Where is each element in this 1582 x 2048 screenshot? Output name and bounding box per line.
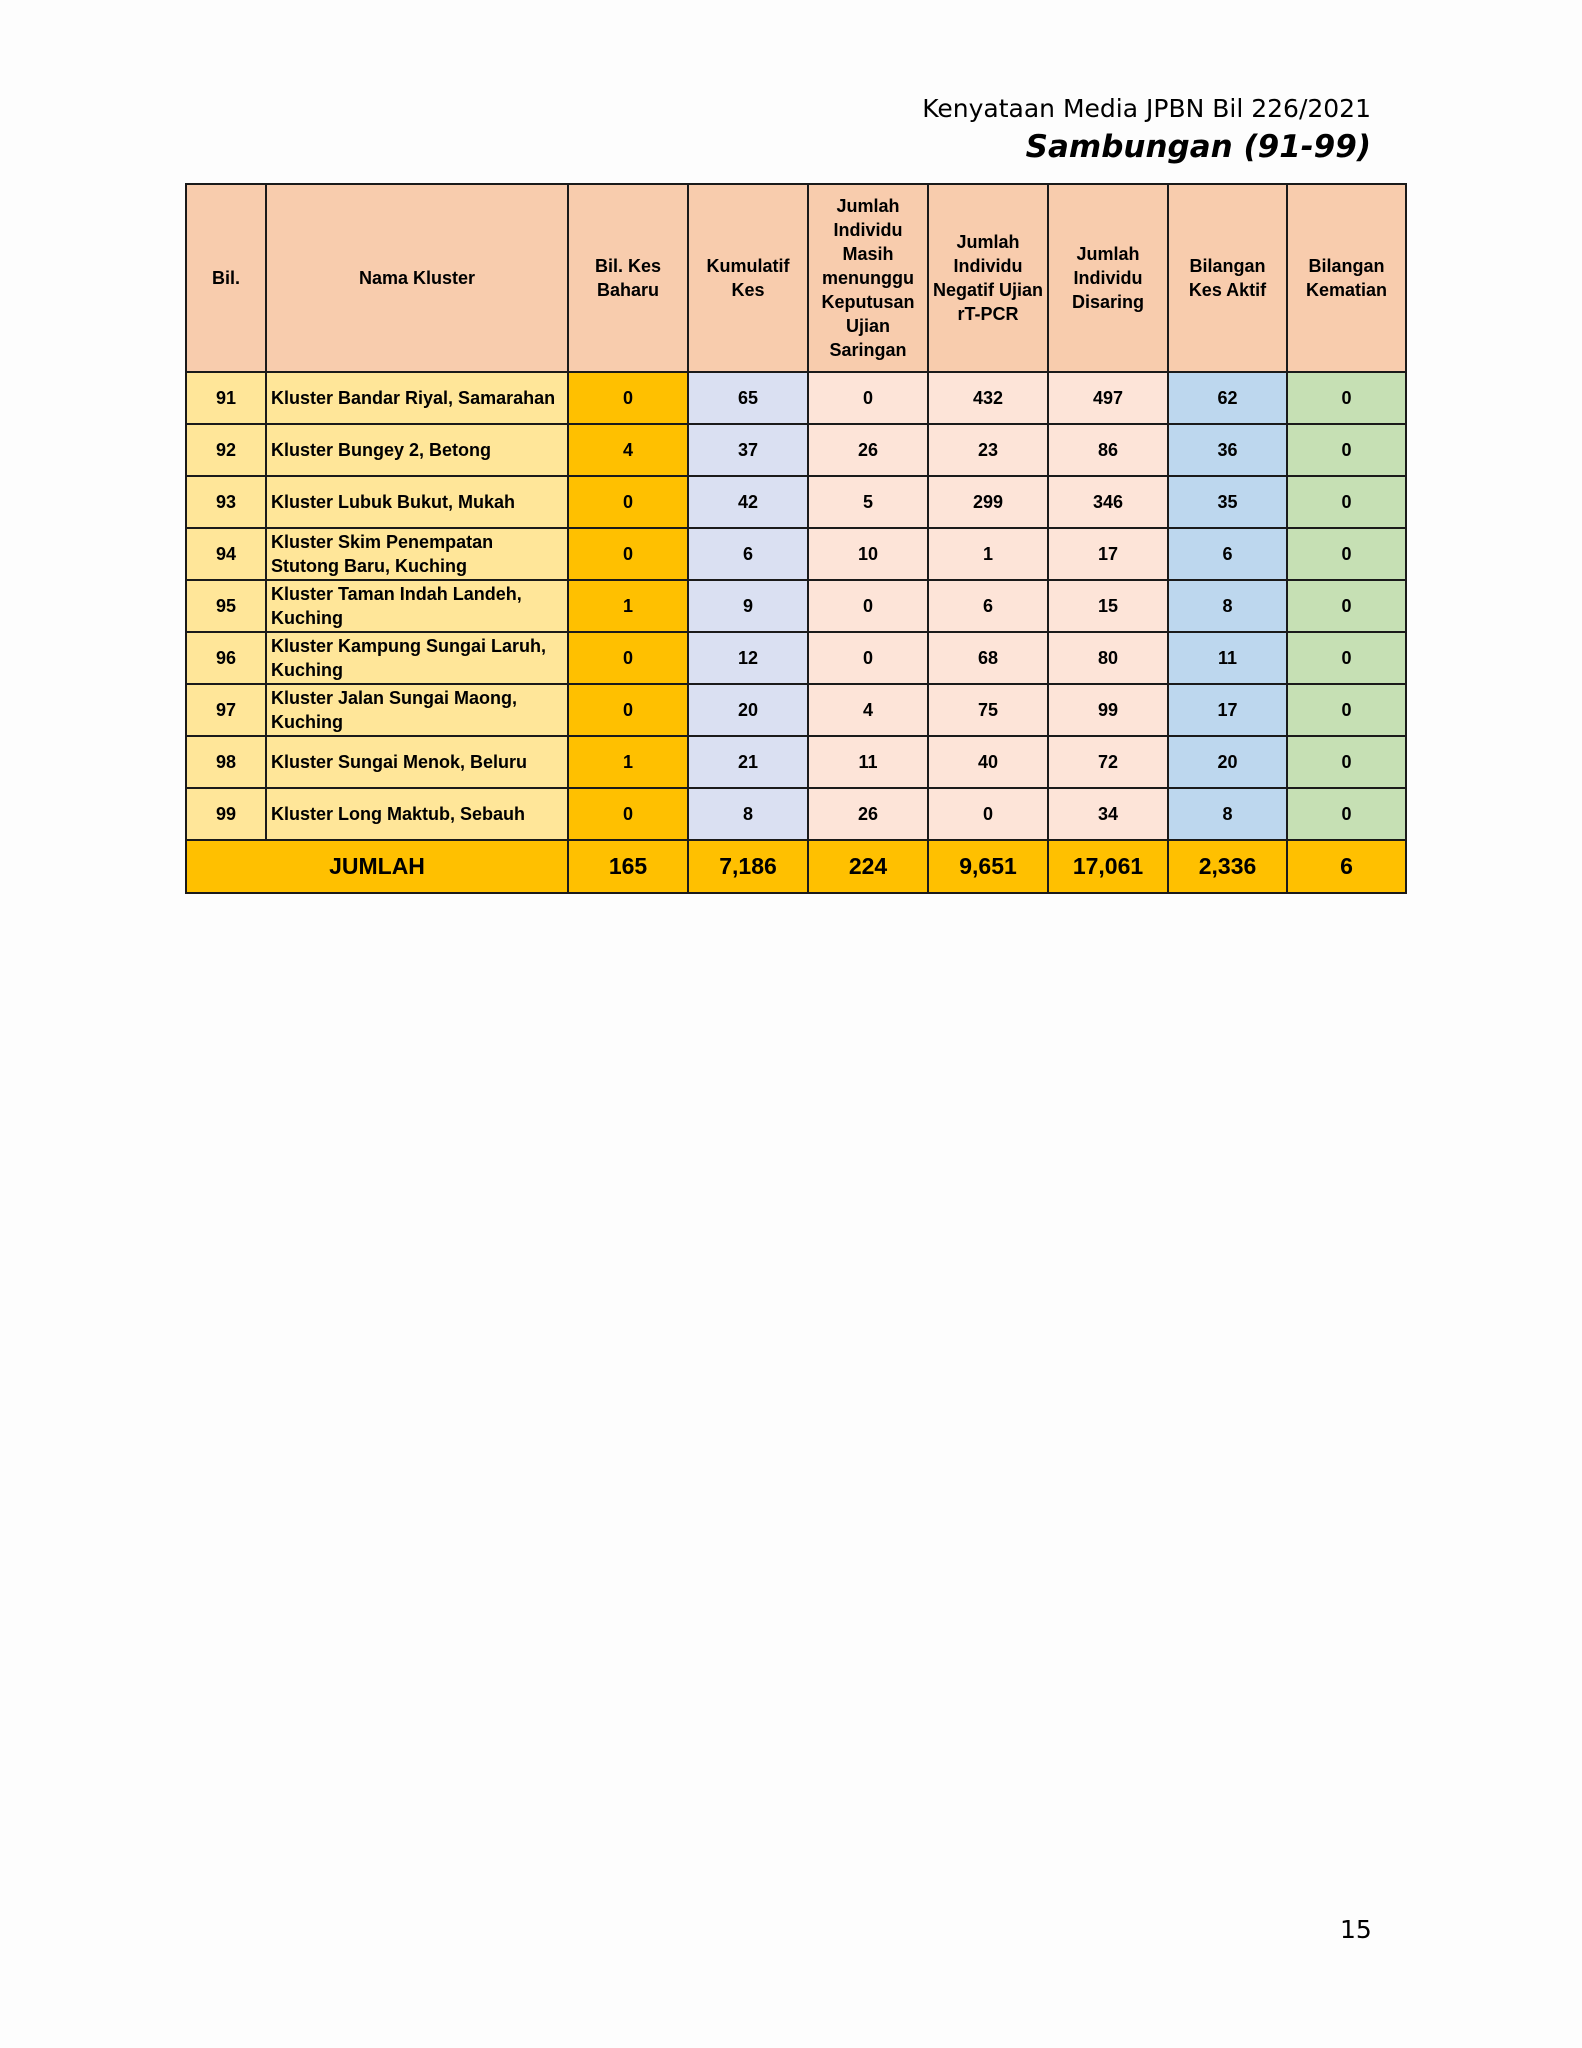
cell-kes-aktif: 6 xyxy=(1168,528,1287,580)
cell-kematian: 0 xyxy=(1287,736,1406,788)
cell-negatif-rt-pcr: 432 xyxy=(928,372,1048,424)
cell-bil: 97 xyxy=(186,684,266,736)
table-row xyxy=(186,684,1406,736)
cell-kes-aktif: 36 xyxy=(1168,424,1287,476)
cell-bil: 98 xyxy=(186,736,266,788)
table-row xyxy=(186,788,1406,840)
cell-kematian: 0 xyxy=(1287,580,1406,632)
table-row xyxy=(186,424,1406,476)
cell-kes-baharu: 0 xyxy=(568,476,688,528)
cluster-table xyxy=(185,183,1407,894)
cell-menunggu-keputusan: 11 xyxy=(808,736,928,788)
cell-menunggu-keputusan: 26 xyxy=(808,788,928,840)
cell-nama-kluster: Kluster Bandar Riyal, Samarahan xyxy=(266,372,568,424)
cell-kes-aktif: 35 xyxy=(1168,476,1287,528)
cell-kematian: 0 xyxy=(1287,372,1406,424)
cell-bil: 99 xyxy=(186,788,266,840)
cell-kes-baharu: 0 xyxy=(568,372,688,424)
cell-disaring: 346 xyxy=(1048,476,1168,528)
cell-kumulatif-kes: 9 xyxy=(688,580,808,632)
cell-nama-kluster: Kluster Kampung Sungai Laruh, Kuching xyxy=(266,632,568,684)
cell-menunggu-keputusan: 0 xyxy=(808,580,928,632)
table-row xyxy=(186,580,1406,632)
column-header-negatif-rt-pcr: Jumlah Individu Negatif Ujian rT-PCR xyxy=(928,184,1048,372)
cell-negatif-rt-pcr: 1 xyxy=(928,528,1048,580)
cell-kumulatif-kes: 65 xyxy=(688,372,808,424)
cell-menunggu-keputusan: 0 xyxy=(808,632,928,684)
cell-bil: 95 xyxy=(186,580,266,632)
cell-kumulatif-kes: 6 xyxy=(688,528,808,580)
cell-kes-aktif: 17 xyxy=(1168,684,1287,736)
column-header-kumulatif-kes: Kumulatif Kes xyxy=(688,184,808,372)
cell-kematian: 0 xyxy=(1287,684,1406,736)
table-total-row xyxy=(186,840,1406,893)
cell-menunggu-keputusan: 10 xyxy=(808,528,928,580)
cell-bil: 96 xyxy=(186,632,266,684)
cell-negatif-rt-pcr: 75 xyxy=(928,684,1048,736)
cell-kematian: 0 xyxy=(1287,476,1406,528)
document-subtitle: Sambungan (91-99) xyxy=(1025,129,1371,165)
cell-negatif-rt-pcr: 0 xyxy=(928,788,1048,840)
cell-kes-baharu: 1 xyxy=(568,580,688,632)
cell-kumulatif-kes: 37 xyxy=(688,424,808,476)
total-kes-aktif: 2,336 xyxy=(1168,840,1287,893)
cell-kes-aktif: 11 xyxy=(1168,632,1287,684)
column-header-menunggu-keputusan: Jumlah Individu Masih menunggu Keputusan Ujian Saringan xyxy=(808,184,928,372)
total-kematian: 6 xyxy=(1287,840,1406,893)
table-row xyxy=(186,528,1406,580)
cell-menunggu-keputusan: 4 xyxy=(808,684,928,736)
column-header-bil: Bil. xyxy=(186,184,266,372)
cell-kumulatif-kes: 8 xyxy=(688,788,808,840)
cell-nama-kluster: Kluster Taman Indah Landeh, Kuching xyxy=(266,580,568,632)
cell-menunggu-keputusan: 26 xyxy=(808,424,928,476)
cell-kematian: 0 xyxy=(1287,788,1406,840)
cell-kes-baharu: 4 xyxy=(568,424,688,476)
cell-disaring: 86 xyxy=(1048,424,1168,476)
table-header-row xyxy=(186,184,1406,372)
cell-bil: 94 xyxy=(186,528,266,580)
cell-kes-aktif: 20 xyxy=(1168,736,1287,788)
table-row xyxy=(186,632,1406,684)
cell-nama-kluster: Kluster Jalan Sungai Maong, Kuching xyxy=(266,684,568,736)
page-number: 15 xyxy=(1340,1915,1372,1944)
total-label: JUMLAH xyxy=(186,840,568,893)
cell-kematian: 0 xyxy=(1287,632,1406,684)
cell-bil: 91 xyxy=(186,372,266,424)
cell-kematian: 0 xyxy=(1287,424,1406,476)
cell-negatif-rt-pcr: 6 xyxy=(928,580,1048,632)
table-row xyxy=(186,372,1406,424)
cell-kumulatif-kes: 42 xyxy=(688,476,808,528)
cell-negatif-rt-pcr: 23 xyxy=(928,424,1048,476)
cell-nama-kluster: Kluster Long Maktub, Sebauh xyxy=(266,788,568,840)
cell-negatif-rt-pcr: 299 xyxy=(928,476,1048,528)
cell-disaring: 72 xyxy=(1048,736,1168,788)
cell-disaring: 80 xyxy=(1048,632,1168,684)
document-title: Kenyataan Media JPBN Bil 226/2021 xyxy=(922,94,1371,123)
column-header-kematian: Bilangan Kematian xyxy=(1287,184,1406,372)
cell-disaring: 15 xyxy=(1048,580,1168,632)
cell-nama-kluster: Kluster Bungey 2, Betong xyxy=(266,424,568,476)
column-header-disaring: Jumlah Individu Disaring xyxy=(1048,184,1168,372)
cell-menunggu-keputusan: 5 xyxy=(808,476,928,528)
cell-kes-aktif: 8 xyxy=(1168,788,1287,840)
cell-disaring: 34 xyxy=(1048,788,1168,840)
cell-disaring: 17 xyxy=(1048,528,1168,580)
column-header-kes-aktif: Bilangan Kes Aktif xyxy=(1168,184,1287,372)
cell-bil: 92 xyxy=(186,424,266,476)
total-negatif-rt-pcr: 9,651 xyxy=(928,840,1048,893)
cell-kes-aktif: 62 xyxy=(1168,372,1287,424)
cell-disaring: 99 xyxy=(1048,684,1168,736)
cell-negatif-rt-pcr: 68 xyxy=(928,632,1048,684)
cell-kematian: 0 xyxy=(1287,528,1406,580)
cell-kes-baharu: 0 xyxy=(568,684,688,736)
table-row xyxy=(186,736,1406,788)
cell-negatif-rt-pcr: 40 xyxy=(928,736,1048,788)
cell-kes-aktif: 8 xyxy=(1168,580,1287,632)
cell-bil: 93 xyxy=(186,476,266,528)
column-header-kes-baharu: Bil. Kes Baharu xyxy=(568,184,688,372)
cell-kes-baharu: 1 xyxy=(568,736,688,788)
cell-kumulatif-kes: 20 xyxy=(688,684,808,736)
cell-kes-baharu: 0 xyxy=(568,528,688,580)
cell-disaring: 497 xyxy=(1048,372,1168,424)
cell-nama-kluster: Kluster Sungai Menok, Beluru xyxy=(266,736,568,788)
total-menunggu-keputusan: 224 xyxy=(808,840,928,893)
cell-kes-baharu: 0 xyxy=(568,788,688,840)
cell-kes-baharu: 0 xyxy=(568,632,688,684)
cell-kumulatif-kes: 21 xyxy=(688,736,808,788)
total-disaring: 17,061 xyxy=(1048,840,1168,893)
cell-nama-kluster: Kluster Lubuk Bukut, Mukah xyxy=(266,476,568,528)
table-row xyxy=(186,476,1406,528)
column-header-nama-kluster: Nama Kluster xyxy=(266,184,568,372)
cell-kumulatif-kes: 12 xyxy=(688,632,808,684)
total-kes-baharu: 165 xyxy=(568,840,688,893)
cell-menunggu-keputusan: 0 xyxy=(808,372,928,424)
total-kumulatif-kes: 7,186 xyxy=(688,840,808,893)
cell-nama-kluster: Kluster Skim Penempatan Stutong Baru, Kuching xyxy=(266,528,568,580)
